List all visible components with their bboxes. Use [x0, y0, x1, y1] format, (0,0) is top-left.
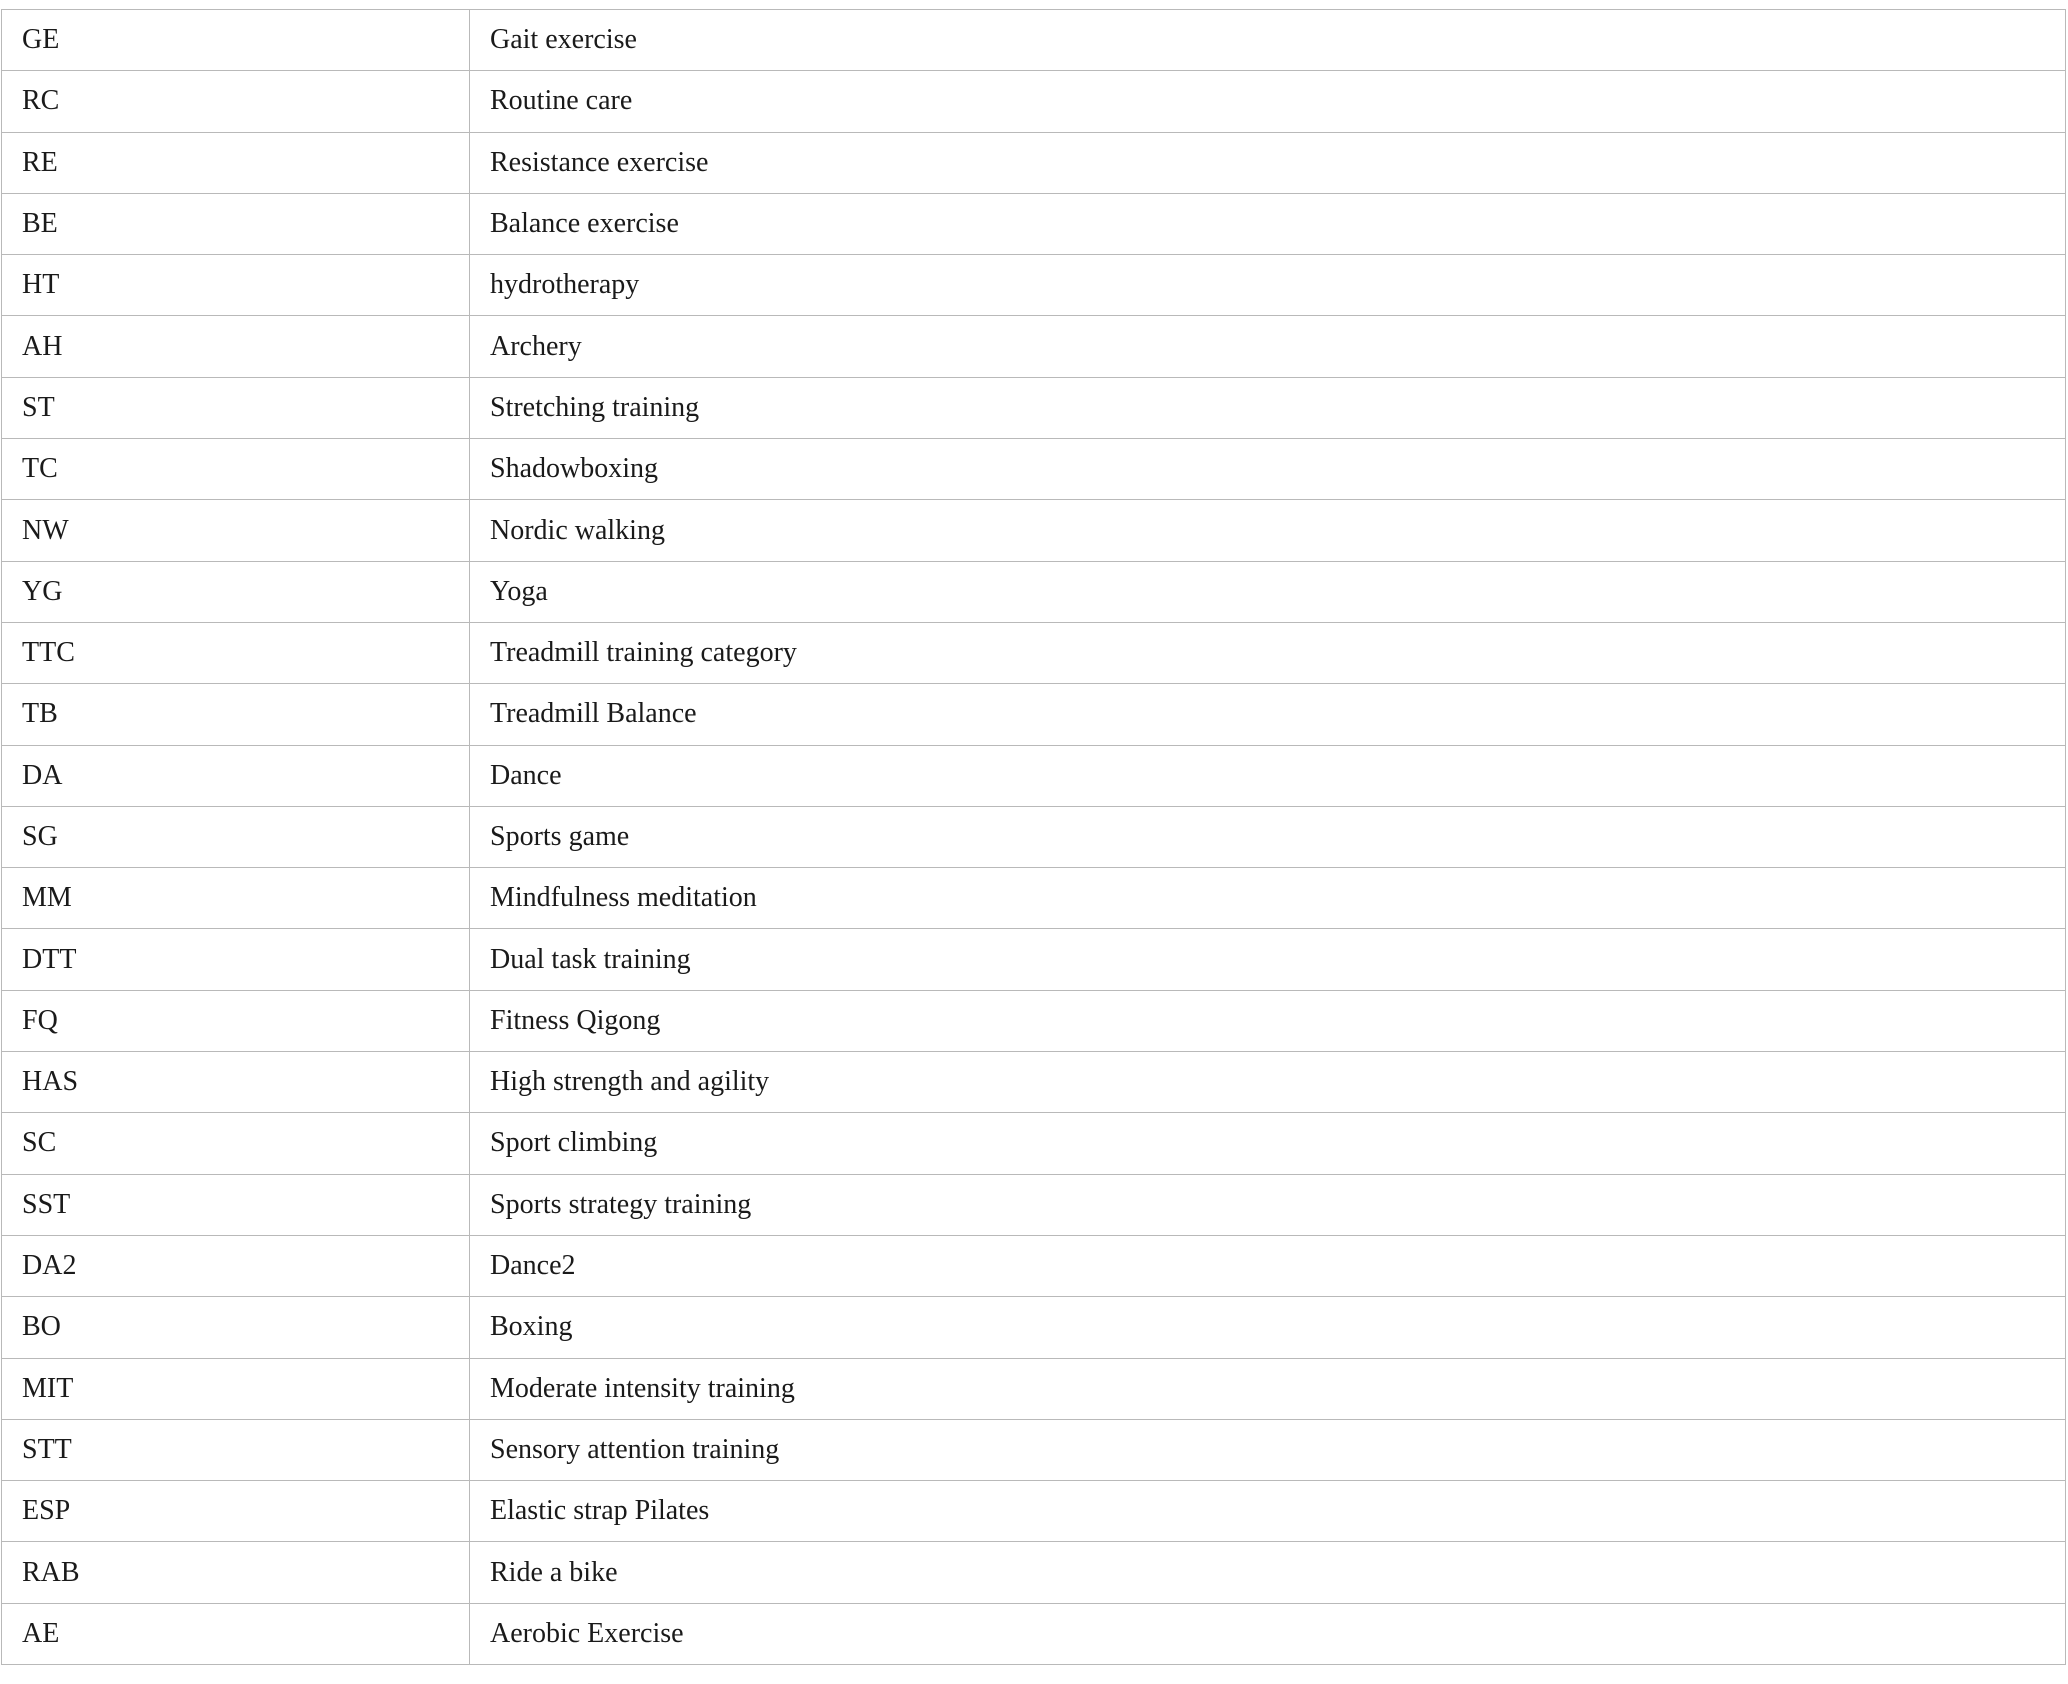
description-cell: Sports game: [470, 806, 2066, 867]
table-row: [2, 316, 2066, 377]
description-cell: Treadmill training category: [470, 622, 2066, 683]
description-cell: Dual task training: [470, 929, 2066, 990]
description-cell: Ride a bike: [470, 1542, 2066, 1603]
table-body: [2, 10, 2066, 1665]
table-row: [2, 1052, 2066, 1113]
description-cell: Shadowboxing: [470, 439, 2066, 500]
abbreviation-cell: MIT: [2, 1358, 470, 1419]
abbreviation-cell: RAB: [2, 1542, 470, 1603]
abbreviation-cell: FQ: [2, 990, 470, 1051]
table-row: [2, 1174, 2066, 1235]
table-row: [2, 622, 2066, 683]
abbreviation-cell: RC: [2, 71, 470, 132]
description-cell: Routine care: [470, 71, 2066, 132]
description-cell: Mindfulness meditation: [470, 868, 2066, 929]
abbreviation-cell: DA2: [2, 1235, 470, 1296]
table-row: [2, 500, 2066, 561]
description-cell: Resistance exercise: [470, 132, 2066, 193]
abbreviation-cell: DTT: [2, 929, 470, 990]
description-cell: hydrotherapy: [470, 255, 2066, 316]
table-row: [2, 684, 2066, 745]
table-row: [2, 255, 2066, 316]
table-row: [2, 377, 2066, 438]
abbreviation-cell: NW: [2, 500, 470, 561]
description-cell: Aerobic Exercise: [470, 1603, 2066, 1664]
description-cell: Sport climbing: [470, 1113, 2066, 1174]
abbreviation-cell: RE: [2, 132, 470, 193]
table-row: [2, 1297, 2066, 1358]
abbreviation-cell: TC: [2, 439, 470, 500]
table-row: [2, 1358, 2066, 1419]
abbreviation-cell: YG: [2, 561, 470, 622]
abbreviation-cell: SC: [2, 1113, 470, 1174]
description-cell: Gait exercise: [470, 10, 2066, 71]
abbreviation-table: [1, 9, 2066, 1665]
abbreviation-cell: ESP: [2, 1481, 470, 1542]
abbreviation-cell: ST: [2, 377, 470, 438]
abbreviation-cell: HT: [2, 255, 470, 316]
table-row: [2, 71, 2066, 132]
table-row: [2, 868, 2066, 929]
abbreviation-cell: AE: [2, 1603, 470, 1664]
table-row: [2, 1603, 2066, 1664]
table-row: [2, 1419, 2066, 1480]
abbreviation-cell: SST: [2, 1174, 470, 1235]
table-row: [2, 561, 2066, 622]
description-cell: Yoga: [470, 561, 2066, 622]
table-row: [2, 132, 2066, 193]
table-row: [2, 990, 2066, 1051]
description-cell: Fitness Qigong: [470, 990, 2066, 1051]
table-row: [2, 439, 2066, 500]
table-row: [2, 1481, 2066, 1542]
table-row: [2, 745, 2066, 806]
description-cell: Sensory attention training: [470, 1419, 2066, 1480]
table-row: [2, 806, 2066, 867]
description-cell: Dance2: [470, 1235, 2066, 1296]
table-row: [2, 10, 2066, 71]
abbreviation-cell: BE: [2, 193, 470, 254]
table-row: [2, 193, 2066, 254]
description-cell: Balance exercise: [470, 193, 2066, 254]
description-cell: Nordic walking: [470, 500, 2066, 561]
table-row: [2, 929, 2066, 990]
abbreviation-cell: DA: [2, 745, 470, 806]
description-cell: Boxing: [470, 1297, 2066, 1358]
abbreviation-cell: TTC: [2, 622, 470, 683]
description-cell: Sports strategy training: [470, 1174, 2066, 1235]
description-cell: Moderate intensity training: [470, 1358, 2066, 1419]
description-cell: Treadmill Balance: [470, 684, 2066, 745]
abbreviation-cell: GE: [2, 10, 470, 71]
description-cell: Dance: [470, 745, 2066, 806]
table-row: [2, 1542, 2066, 1603]
description-cell: Archery: [470, 316, 2066, 377]
abbreviation-cell: TB: [2, 684, 470, 745]
abbreviation-cell: SG: [2, 806, 470, 867]
abbreviation-cell: AH: [2, 316, 470, 377]
description-cell: High strength and agility: [470, 1052, 2066, 1113]
description-cell: Elastic strap Pilates: [470, 1481, 2066, 1542]
abbreviation-cell: STT: [2, 1419, 470, 1480]
abbreviation-cell: BO: [2, 1297, 470, 1358]
table-row: [2, 1113, 2066, 1174]
abbreviation-cell: HAS: [2, 1052, 470, 1113]
abbreviation-cell: MM: [2, 868, 470, 929]
description-cell: Stretching training: [470, 377, 2066, 438]
table-row: [2, 1235, 2066, 1296]
